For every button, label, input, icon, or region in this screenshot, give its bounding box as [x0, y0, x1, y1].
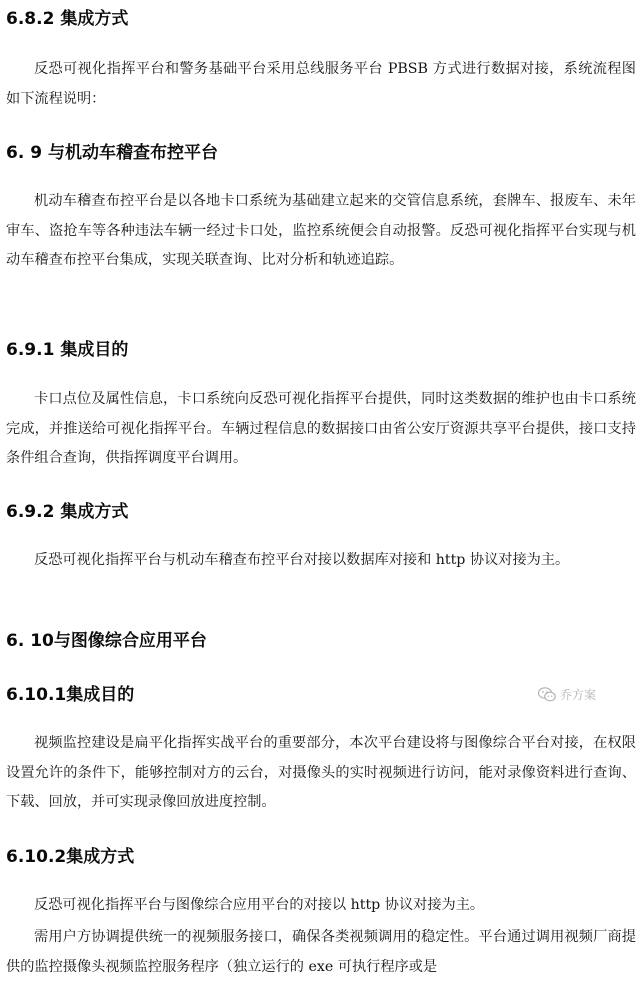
section-heading-6-10-1: 6.10.1集成目的	[6, 685, 135, 705]
wechat-icon	[538, 687, 556, 702]
watermark	[538, 686, 596, 703]
section-heading-6-10-2: 6.10.2集成方式	[6, 847, 135, 867]
section-heading-6-10: 6. 10与图像综合应用平台	[6, 631, 207, 651]
watermark-text: 乔方案	[560, 688, 597, 702]
paragraph: 卡口点位及属性信息，卡口系统向反恐可视化指挥平台提供，同时这类数据的维护也由卡口系统完成，并推送给可视化指挥平台。车辆过程信息的数据接口由省公安厅资源共享平台提供，接口支持条件组合查询，供指挥调度平台调用。	[6, 391, 636, 466]
paragraph: 反恐可视化指挥平台与机动车稽查布控平台对接以数据库对接和 http 协议对接为主。	[34, 552, 570, 568]
section-heading-6-9-1: 6.9.1 集成目的	[6, 340, 129, 360]
section-heading-6-9-2: 6.9.2 集成方式	[6, 502, 129, 522]
section-heading-6-8-2: 6.8.2 集成方式	[6, 9, 129, 29]
paragraph: 反恐可视化指挥平台与图像综合应用平台的对接以 http 协议对接为主。	[34, 897, 485, 913]
paragraph: 机动车稽查布控平台是以各地卡口系统为基础建立起来的交管信息系统，套牌车、报废车、未年审车、盗抢车等各种违法车辆一经过卡口处，监控系统便会自动报警。反恐可视化指挥平台实现与机动车稽查布控平台集成，实现关联查询、比对分析和轨迹追踪。	[6, 193, 636, 268]
paragraph: 视频监控建设是扁平化指挥实战平台的重要部分，本次平台建设将与图像综合平台对接，在权限设置允许的条件下，能够控制对方的云台，对摄像头的实时视频进行访问，能对录像资料进行查询、下载、回放，并可实现录像回放进度控制。	[6, 735, 636, 810]
section-heading-6-9: 6. 9 与机动车稽查布控平台	[6, 143, 218, 163]
paragraph: 需用户方协调提供统一的视频服务接口，确保各类视频调用的稳定性。平台通过调用视频厂商提供的监控摄像头视频监控服务程序（独立运行的 exe 可执行程序或是	[6, 929, 636, 975]
paragraph: 反恐可视化指挥平台和警务基础平台采用总线服务平台 PBSB 方式进行数据对接，系统流程图如下流程说明：	[6, 61, 636, 107]
